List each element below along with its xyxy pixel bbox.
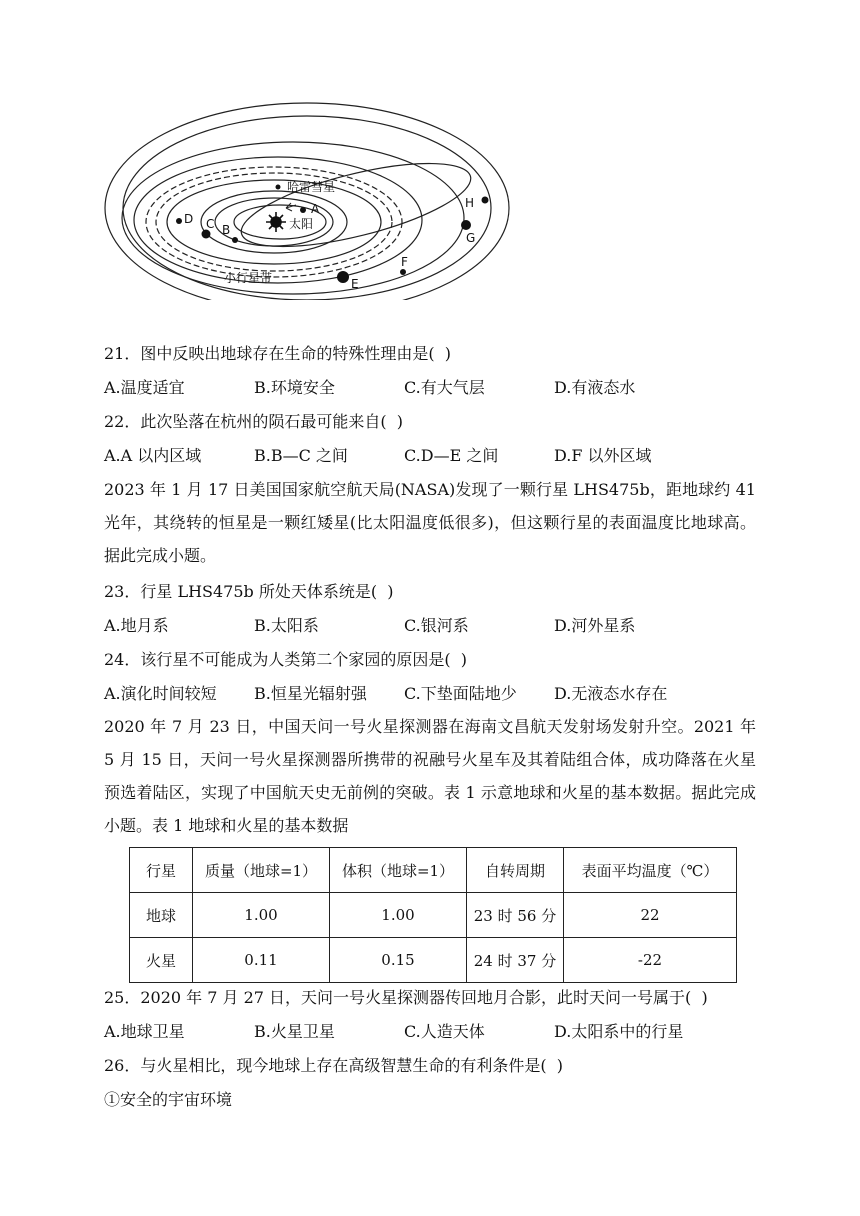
q22-option-b: B.B—C 之间: [254, 446, 348, 465]
label-g: G: [466, 231, 476, 245]
table-row: [130, 893, 737, 938]
planet-b: [232, 237, 238, 243]
table-cell: 0.15: [330, 938, 467, 983]
table-row: [130, 938, 737, 983]
halley-comet: [276, 185, 281, 190]
q24-option-b: B.恒星光辐射强: [254, 684, 367, 703]
planet-e: [337, 271, 349, 283]
q21-option-d: D.有液态水: [554, 378, 636, 397]
solar-system-diagram: [100, 95, 520, 300]
q25-option-d: D.太阳系中的行星: [554, 1022, 684, 1041]
label-c: C: [206, 217, 215, 231]
label-a: A: [311, 202, 320, 216]
planet-h: [482, 197, 489, 204]
table-cell: -22: [564, 938, 737, 983]
planet-a: [300, 207, 306, 213]
question-23-stem: 23．行星 LHS475b 所处天体系统是( ): [104, 582, 394, 601]
table-header-cell: 自转周期: [467, 848, 564, 893]
q24-option-c: C.下垫面陆地少: [404, 684, 517, 703]
table-cell: 24 时 37 分: [467, 938, 564, 983]
q23-option-b: B.太阳系: [254, 616, 319, 635]
q21-option-b: B.环境安全: [254, 378, 335, 397]
planet-data-table: [129, 847, 737, 983]
table-header-cell: 体积（地球=1）: [330, 848, 467, 893]
label-asteroid-belt: 小行星带: [224, 271, 273, 285]
q22-option-a: A.A 以内区域: [104, 446, 202, 465]
q22-option-c: C.D—E 之间: [404, 446, 499, 465]
planet-g: [461, 220, 471, 230]
label-d: D: [184, 212, 194, 226]
label-h: H: [465, 196, 475, 210]
label-sun: 太阳: [289, 217, 314, 231]
passage-lhs475b: 2023 年 1 月 17 日美国国家航空航天局(NASA)发现了一颗行星 LHS475b，距地球约 41 光年，其绕转的恒星是一颗红矮星(比太阳温度低很多)，但这颗行星的表面温度比地球高。据此完成小题。: [104, 480, 756, 565]
planet-f: [400, 269, 406, 275]
sun-icon: [266, 212, 286, 232]
question-22-stem: 22．此次坠落在杭州的陨石最可能来自( ): [104, 412, 404, 431]
table-cell: 1.00: [193, 893, 330, 938]
comet-arrow: [286, 203, 296, 211]
table-cell: 0.11: [193, 938, 330, 983]
q23-option-a: A.地月系: [104, 616, 169, 635]
question-25-stem: 25．2020 年 7 月 27 日，天问一号火星探测器传回地月合影，此时天问一号属于( ): [104, 988, 708, 1007]
label-f: F: [401, 255, 408, 269]
q25-option-a: A.地球卫星: [104, 1022, 185, 1041]
label-b: B: [222, 223, 231, 237]
q22-option-d: D.F 以外区域: [554, 446, 652, 465]
question-24-stem: 24．该行星不可能成为人类第二个家园的原因是( ): [104, 650, 468, 669]
table-header-cell: 质量（地球=1）: [193, 848, 330, 893]
table-header-cell: 表面平均温度（℃）: [564, 848, 737, 893]
q23-option-d: D.河外星系: [554, 616, 636, 635]
q24-option-a: A.演化时间较短: [104, 684, 217, 703]
q23-option-c: C.银河系: [404, 616, 469, 635]
planet-d: [176, 218, 182, 224]
q21-option-c: C.有大气层: [404, 378, 485, 397]
table-header-row: [130, 848, 737, 893]
q25-option-c: C.人造天体: [404, 1022, 485, 1041]
table-header-cell: 行星: [130, 848, 193, 893]
table-cell: 22: [564, 893, 737, 938]
q21-option-a: A.温度适宜: [104, 378, 185, 397]
label-halley-comet: 哈雷彗星: [287, 180, 336, 194]
q25-option-b: B.火星卫星: [254, 1022, 335, 1041]
table-cell: 23 时 56 分: [467, 893, 564, 938]
q24-option-d: D.无液态水存在: [554, 684, 668, 703]
question-21-stem: 21．图中反映出地球存在生命的特殊性理由是( ): [104, 344, 452, 363]
table-cell: 火星: [130, 938, 193, 983]
q26-item-1: ①安全的宇宙环境: [104, 1090, 233, 1109]
label-e: E: [351, 277, 359, 291]
table-cell: 1.00: [330, 893, 467, 938]
question-26-stem: 26．与火星相比，现今地球上存在高级智慧生命的有利条件是( ): [104, 1056, 564, 1075]
passage-tianwen: 2020 年 7 月 23 日，中国天问一号火星探测器在海南文昌航天发射场发射升空。2021 年 5 月 15 日，天问一号火星探测器所携带的祝融号火星车及其着陆组合体，成功降落在火星预选着陆区，实现了中国航天史无前例的突破。表 1 示意地球和火星的基本数据。据此完成小题。表 1 地球和火星的基本数据: [104, 717, 756, 835]
table-cell: 地球: [130, 893, 193, 938]
